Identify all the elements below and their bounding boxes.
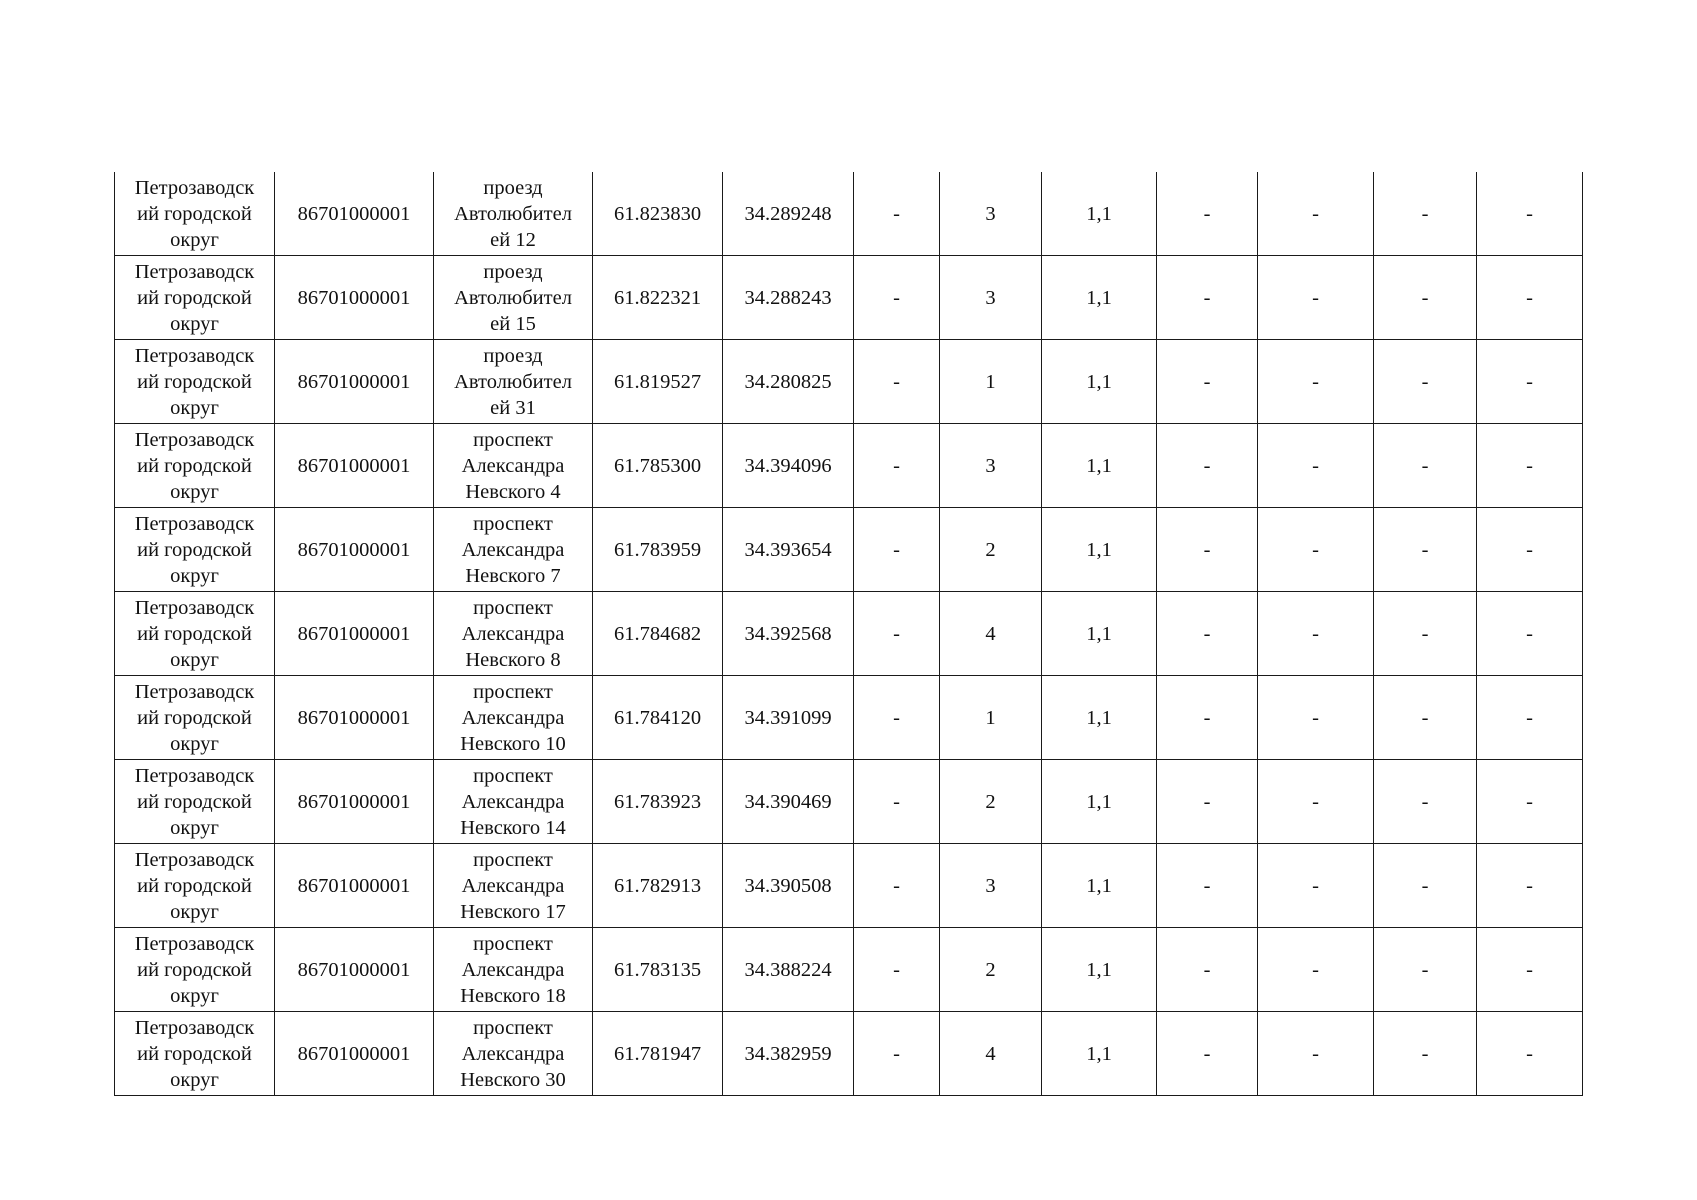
column-9-cell: - (1157, 592, 1258, 676)
oktmo-code-cell: 86701000001 (275, 676, 434, 760)
column-6-cell: - (854, 424, 940, 508)
oktmo-code-cell: 86701000001 (275, 1012, 434, 1096)
column-12-cell: - (1477, 340, 1583, 424)
column-10-cell: - (1258, 928, 1374, 1012)
container-volume-cell: 1,1 (1042, 508, 1157, 592)
column-11-cell: - (1374, 592, 1477, 676)
container-volume-cell: 1,1 (1042, 256, 1157, 340)
column-6-cell: - (854, 508, 940, 592)
address-cell: проезд Автолюбител ей 12 (434, 172, 593, 256)
column-6-cell: - (854, 340, 940, 424)
column-10-cell: - (1258, 676, 1374, 760)
table-row (115, 1012, 1583, 1096)
oktmo-code-cell: 86701000001 (275, 508, 434, 592)
municipality-cell: Петрозаводск ий городской округ (115, 592, 275, 676)
latitude-cell: 61.783135 (593, 928, 723, 1012)
column-10-cell: - (1258, 256, 1374, 340)
column-12-cell: - (1477, 592, 1583, 676)
oktmo-code-cell: 86701000001 (275, 844, 434, 928)
container-count-cell: 4 (940, 592, 1042, 676)
longitude-cell: 34.390469 (723, 760, 854, 844)
longitude-cell: 34.289248 (723, 172, 854, 256)
municipality-cell: Петрозаводск ий городской округ (115, 676, 275, 760)
address-cell: проспект Александра Невского 8 (434, 592, 593, 676)
column-10-cell: - (1258, 760, 1374, 844)
column-12-cell: - (1477, 172, 1583, 256)
municipality-cell: Петрозаводск ий городской округ (115, 424, 275, 508)
municipality-cell: Петрозаводск ий городской округ (115, 928, 275, 1012)
longitude-cell: 34.392568 (723, 592, 854, 676)
longitude-cell: 34.382959 (723, 1012, 854, 1096)
table-row (115, 928, 1583, 1012)
address-cell: проспект Александра Невского 17 (434, 844, 593, 928)
latitude-cell: 61.784120 (593, 676, 723, 760)
container-count-cell: 2 (940, 760, 1042, 844)
column-6-cell: - (854, 844, 940, 928)
column-6-cell: - (854, 928, 940, 1012)
column-11-cell: - (1374, 508, 1477, 592)
address-cell: проезд Автолюбител ей 15 (434, 256, 593, 340)
longitude-cell: 34.390508 (723, 844, 854, 928)
container-count-cell: 3 (940, 844, 1042, 928)
column-11-cell: - (1374, 172, 1477, 256)
municipality-cell: Петрозаводск ий городской округ (115, 1012, 275, 1096)
container-volume-cell: 1,1 (1042, 676, 1157, 760)
column-12-cell: - (1477, 760, 1583, 844)
latitude-cell: 61.822321 (593, 256, 723, 340)
table-row (115, 340, 1583, 424)
column-10-cell: - (1258, 340, 1374, 424)
column-11-cell: - (1374, 844, 1477, 928)
oktmo-code-cell: 86701000001 (275, 928, 434, 1012)
table-row (115, 760, 1583, 844)
latitude-cell: 61.823830 (593, 172, 723, 256)
table-row (115, 424, 1583, 508)
address-cell: проспект Александра Невского 7 (434, 508, 593, 592)
table-row (115, 172, 1583, 256)
column-11-cell: - (1374, 340, 1477, 424)
column-9-cell: - (1157, 676, 1258, 760)
container-count-cell: 3 (940, 172, 1042, 256)
latitude-cell: 61.781947 (593, 1012, 723, 1096)
column-12-cell: - (1477, 508, 1583, 592)
column-10-cell: - (1258, 1012, 1374, 1096)
container-volume-cell: 1,1 (1042, 760, 1157, 844)
container-count-cell: 4 (940, 1012, 1042, 1096)
container-count-cell: 1 (940, 340, 1042, 424)
column-6-cell: - (854, 676, 940, 760)
column-11-cell: - (1374, 676, 1477, 760)
container-volume-cell: 1,1 (1042, 928, 1157, 1012)
longitude-cell: 34.391099 (723, 676, 854, 760)
longitude-cell: 34.288243 (723, 256, 854, 340)
column-12-cell: - (1477, 256, 1583, 340)
container-count-cell: 3 (940, 256, 1042, 340)
column-12-cell: - (1477, 1012, 1583, 1096)
column-12-cell: - (1477, 424, 1583, 508)
column-6-cell: - (854, 172, 940, 256)
oktmo-code-cell: 86701000001 (275, 172, 434, 256)
municipality-cell: Петрозаводск ий городской округ (115, 256, 275, 340)
table-row (115, 592, 1583, 676)
oktmo-code-cell: 86701000001 (275, 424, 434, 508)
latitude-cell: 61.782913 (593, 844, 723, 928)
container-count-cell: 2 (940, 928, 1042, 1012)
municipality-cell: Петрозаводск ий городской округ (115, 508, 275, 592)
column-6-cell: - (854, 256, 940, 340)
column-11-cell: - (1374, 424, 1477, 508)
table-row (115, 256, 1583, 340)
address-cell: проспект Александра Невского 14 (434, 760, 593, 844)
address-cell: проспект Александра Невского 18 (434, 928, 593, 1012)
table-row (115, 676, 1583, 760)
container-volume-cell: 1,1 (1042, 844, 1157, 928)
column-10-cell: - (1258, 172, 1374, 256)
container-count-cell: 3 (940, 424, 1042, 508)
column-11-cell: - (1374, 1012, 1477, 1096)
latitude-cell: 61.783959 (593, 508, 723, 592)
longitude-cell: 34.280825 (723, 340, 854, 424)
longitude-cell: 34.394096 (723, 424, 854, 508)
latitude-cell: 61.819527 (593, 340, 723, 424)
column-12-cell: - (1477, 928, 1583, 1012)
column-9-cell: - (1157, 508, 1258, 592)
column-9-cell: - (1157, 928, 1258, 1012)
column-6-cell: - (854, 592, 940, 676)
address-cell: проспект Александра Невского 10 (434, 676, 593, 760)
latitude-cell: 61.784682 (593, 592, 723, 676)
column-9-cell: - (1157, 340, 1258, 424)
container-volume-cell: 1,1 (1042, 592, 1157, 676)
column-11-cell: - (1374, 256, 1477, 340)
column-9-cell: - (1157, 844, 1258, 928)
address-cell: проспект Александра Невского 4 (434, 424, 593, 508)
column-12-cell: - (1477, 844, 1583, 928)
table-row (115, 508, 1583, 592)
column-6-cell: - (854, 1012, 940, 1096)
container-volume-cell: 1,1 (1042, 172, 1157, 256)
column-10-cell: - (1258, 424, 1374, 508)
container-count-cell: 2 (940, 508, 1042, 592)
column-9-cell: - (1157, 256, 1258, 340)
table-body (115, 172, 1583, 1096)
municipality-cell: Петрозаводск ий городской округ (115, 844, 275, 928)
column-6-cell: - (854, 760, 940, 844)
longitude-cell: 34.388224 (723, 928, 854, 1012)
column-9-cell: - (1157, 424, 1258, 508)
column-11-cell: - (1374, 760, 1477, 844)
column-9-cell: - (1157, 760, 1258, 844)
municipality-cell: Петрозаводск ий городской округ (115, 340, 275, 424)
longitude-cell: 34.393654 (723, 508, 854, 592)
column-10-cell: - (1258, 592, 1374, 676)
address-cell: проспект Александра Невского 30 (434, 1012, 593, 1096)
oktmo-code-cell: 86701000001 (275, 256, 434, 340)
municipality-cell: Петрозаводск ий городской округ (115, 760, 275, 844)
container-sites-table (114, 172, 1583, 1096)
oktmo-code-cell: 86701000001 (275, 340, 434, 424)
column-9-cell: - (1157, 172, 1258, 256)
column-12-cell: - (1477, 676, 1583, 760)
latitude-cell: 61.783923 (593, 760, 723, 844)
column-9-cell: - (1157, 1012, 1258, 1096)
container-volume-cell: 1,1 (1042, 424, 1157, 508)
container-count-cell: 1 (940, 676, 1042, 760)
column-11-cell: - (1374, 928, 1477, 1012)
latitude-cell: 61.785300 (593, 424, 723, 508)
container-volume-cell: 1,1 (1042, 340, 1157, 424)
oktmo-code-cell: 86701000001 (275, 592, 434, 676)
container-volume-cell: 1,1 (1042, 1012, 1157, 1096)
oktmo-code-cell: 86701000001 (275, 760, 434, 844)
address-cell: проезд Автолюбител ей 31 (434, 340, 593, 424)
column-10-cell: - (1258, 844, 1374, 928)
table-row (115, 844, 1583, 928)
municipality-cell: Петрозаводск ий городской округ (115, 172, 275, 256)
column-10-cell: - (1258, 508, 1374, 592)
